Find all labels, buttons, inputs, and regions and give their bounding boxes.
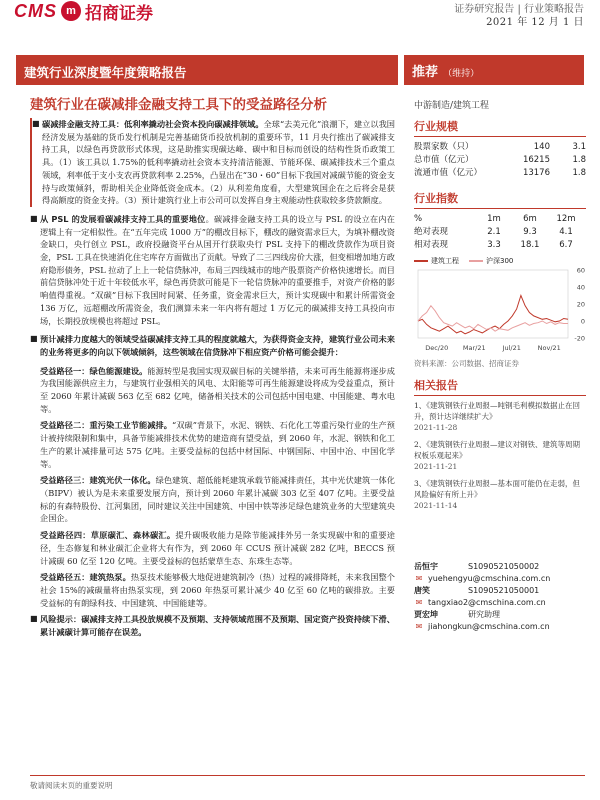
email-icon: ✉ [415,622,423,631]
related-report-item[interactable] [414,439,586,472]
benefit-path-label: 受益路径二：重污染工业节能减排。 [40,420,173,431]
scale-key: 总市值（亿元） [414,155,474,165]
scale-row [414,141,586,154]
industry-index-title: 行业指数 [414,190,586,209]
perf-header-cell: 6m [523,214,537,224]
bullet-icon: ■ [30,213,38,223]
related-report-title[interactable]: 3、《建筑钢铁行业周报—基本面可能仍在走弱，但风险偏好有所上升》 [414,479,581,499]
x-tick-label: Nov/21 [537,344,561,352]
bullet-icon: ■ [30,334,38,344]
analyst-email[interactable]: yuehengyu@cmschina.com.cn [428,574,551,583]
industry-scale-title: 行业规模 [414,118,586,137]
page-header [0,0,600,50]
analyst-name: 贾宏坤 [414,610,438,619]
benefit-path-1 [30,365,395,416]
analyst-list [414,561,586,633]
analyst-email[interactable]: jiahongkun@cmschina.com.cn [428,622,550,631]
paragraph-3-lead: 预计减排力度越大的领域受益碳减排支持工具的程度就越大，为获得资金支持，建筑行业公司未来的业务将更多的向以下领域倾斜，这些领域在信贷脉冲下相应资产价格可能会提升： [40,334,395,357]
benefit-path-3 [30,474,395,525]
related-report-date: 2021-11-14 [414,501,458,510]
rating-banner [404,55,584,85]
benefit-path-2 [30,419,395,470]
perf-cell: 绝对表现 [414,227,449,237]
related-report-item[interactable] [414,400,586,433]
analyst-email[interactable]: tangxiao2@cmschina.com.cn [428,598,546,607]
paragraph-2 [30,213,395,327]
paragraph-2-lead: 从 PSL 的发展看碳减排支持工具的重要地位 [40,213,206,224]
perf-header-cell: % [414,214,423,224]
scale-value: 16215 [522,155,550,165]
analyst-email-row [414,621,586,633]
chart-legend [414,256,586,266]
scale-row [414,154,586,167]
scale-key: 流通市值（亿元） [414,168,483,178]
analyst-email-row [414,573,586,585]
series-line-1 [418,296,568,334]
analyst-id: 研究助理 [468,610,500,619]
scale-share: 3.1 [572,142,586,152]
report-type: 证券研究报告 | 行业策略报告 [454,4,584,15]
report-body [30,118,395,645]
legend-swatch [414,260,428,262]
perf-cell: 2.1 [487,227,501,237]
benefit-path-5 [30,571,395,609]
benefit-path-text: 绿色建筑、超低能耗建筑承载节能减排责任，其中光伏建筑一体化（BIPV）被认为是未来重要发展方向，预计到 2060 年累计减碳 303 亿至 407 亿吨。主要受益标的有森特股份、江河集团，同时建议关注中国建筑、中国中铁等涉足绿色建筑业务的大型建筑央企国企。 [40,475,395,524]
perf-cell: 9.3 [523,227,537,237]
analyst-row [414,609,586,621]
report-banner: 建筑行业深度暨年度策略报告 [16,55,398,85]
report-date: 2021 年 12 月 1 日 [486,17,584,28]
perf-header-cell: 1m [487,214,501,224]
perf-cell: 3.3 [487,240,501,250]
risk-lead: 风险提示： [40,614,82,625]
legend-swatch [469,260,483,262]
risk-warning [30,613,395,638]
chart-source: 资料来源：公司数据、招商证券 [414,359,519,368]
scale-share: 1.8 [572,155,586,165]
perf-cell: 6.7 [559,240,573,250]
benefit-path-text: 热泵技术能够极大地促进建筑制冷（热）过程的减排降耗，未来我国整个社会 15%的减碳量将由热泵实现，到 2060 年热泵可累计减少 40 亿至 60 亿吨的碳排放。主要受益标的有朗绿科技、中国建筑、中国能建等。 [40,572,395,608]
logo-cms-text: CMS [14,0,57,21]
related-report-item[interactable] [414,478,586,511]
rating-note: （维持） [443,69,480,79]
benefit-path-label: 受益路径五：建筑热泵。 [40,572,131,583]
index-line-chart [414,266,586,352]
perf-cell: 18.1 [520,240,540,250]
risk-text: 碳减排支持工具投放规模不及预期、支持领域范围不及预期、国定资产投资持续下滑、累计减碳计算可能存在误差。 [40,614,395,638]
rating: 推荐 [412,65,439,80]
logo-badge-icon: m [61,1,81,21]
x-tick-label: Jul/21 [502,344,521,352]
y-tick-label: 0 [580,317,585,326]
analyst-name: 岳恒宇 [414,562,438,571]
x-tick-label: Dec/20 [425,344,449,352]
benefit-path-label: 受益路径一：绿色能源建设。 [40,365,148,376]
analyst-id: S1090521050001 [468,586,540,595]
performance-header [414,213,586,226]
email-icon: ✉ [415,574,423,583]
scale-share: 1.8 [572,168,586,178]
benefit-path-label: 受益路径三：建筑光伏一体化。 [40,475,156,486]
legend-label: 沪深300 [486,257,514,265]
perf-header-cell: 12m [556,214,576,224]
logo-cn-text: 招商证券 [85,3,153,24]
scale-value: 13176 [522,168,550,178]
page-title: 建筑行业在碳减排金融支持工具下的受益路径分析 [30,97,327,113]
x-tick-label: Mar/21 [462,344,486,352]
related-report-date: 2021-11-28 [414,423,458,432]
paragraph-2-text: 。碳减排金融支持工具的设立与 PSL 的设立在内在逻辑上有一定相似性。在“五年完成 1000 万”的棚改目标下，棚改的融资需求巨大，为填补棚改资金缺口，央行创立 PSL，政府投融资平台从国开行获取央行 PSL 支持下的棚改贷款作为项目资金，PSL 工具在快速消化住宅库存方面做出了贡献。导致了二三四线房价大涨，但变相增加地方政府隐形债务，PSL 拉动了上上一轮信贷脉冲，布局三四线城市的地产股票资产价格快速增长。而目前信贷脉冲处于近十年较低水平，绿色再贷款可能是下一轮信贷脉冲的重要推手，对资产价格的影响值得重视。“双碳”目标下我国时间紧、任务重，资金需求巨大，预计实现碳中和累计所需资金 136 万亿，远超棚改所需资金，我们测算未来一年内将有超过 1 万亿元的碳减排支持工具投向市场，长期投放规模也将超过 PSL。 [40,213,395,326]
related-reports [414,400,586,511]
paragraph-1-text: 全球“去美元化”浪潮下，建立以我国经济发展为基础的货币发行机制是完善基础货币投放机制的重要环节，11 月央行推出了碳减排支持工具，以绿色再贷款形式体现，这是助推实现碳达峰、碳中和目标而创设的结构性货币政策工具。（1）该工具以 1.75%的低利率撬动社会资本支持清洁能源、节能环保、碳减排技术三个重点领域，利率低于支小支农再贷款利率 2.25%，凸显出在“30・60”目标下我国对减碳节能的资金支持与政策倾斜，帮助相关企业降低资金成本。（2）从利差角度看，大型建筑国企在之后将会是获得高额度的资金支持。（3）预计建筑行业上市公司可以发挥自身主观能动性获取较多贷款额度。 [42,119,395,206]
performance-row [414,226,586,239]
paragraph-1 [30,118,395,207]
related-report-title[interactable]: 2、《建筑钢铁行业周报—建议对钢铁、建筑等周期权板乐观起来》 [414,440,581,460]
sidebar [414,118,586,633]
page-footer: 敬请阅读末页的重要说明 [30,775,585,791]
y-tick-label: 40 [576,283,585,292]
email-icon: ✉ [415,598,423,607]
analyst-row [414,585,586,597]
benefit-path-text: 提升碳吸收能力是除节能减排外另一条实现碳中和的重要途径，生态修复和林业碳汇企业将大有作为，到 2060 年 CCUS 预计减碳 282 亿吨，BECCS 预计减碳 60 亿至 120 亿吨。主要受益标的包括蒙草生态、东珠生态等。 [40,530,395,566]
legend-item [469,256,513,266]
related-reports-title: 相关报告 [414,377,586,396]
legend-label: 建筑工程 [431,257,459,265]
y-tick-label: 60 [576,266,585,275]
performance-row [414,239,586,252]
scale-value: 140 [533,142,550,152]
analyst-row [414,561,586,573]
perf-cell: 相对表现 [414,240,449,250]
industry-label: 中游制造/建筑工程 [414,101,490,111]
analyst-email-row [414,597,586,609]
chart-frame [418,270,568,338]
y-tick-label: 20 [576,300,585,309]
benefit-path-4 [30,529,395,567]
bullet-icon: ■ [30,614,38,624]
scale-row [414,167,586,180]
paragraph-3 [30,333,395,358]
benefit-path-text: 能源转型是我国实现双碳目标的关键举措，未来可再生能源将逐步成为我国能源供应主力，与建筑行业强相关的风电、太阳能等可再生能源建设将成为受益重点，预计至 2060 年累计减碳 563 亿至 682 亿吨，储备相关技术的公司包括中国电建、中国能建、粤水电等。 [40,365,395,414]
company-logo [14,0,153,22]
legend-item [414,256,459,266]
benefit-path-text: “双碳”背景下，水泥、钢铁、石化化工等重污染行业的生产预计被持续限制和集中，具备节能减排技术优势的建造商有望受益，到 2060 年，水泥、钢铁和化工生产的累计减排量可达 575 亿吨。主要受益标的包括中材国际、中钢国际、中国中冶、中国化学等。 [40,420,395,469]
perf-cell: 4.1 [559,227,573,237]
benefit-path-label: 受益路径四：草原碳汇、森林碳汇。 [40,530,176,541]
bullet-icon: ■ [32,119,40,128]
related-report-title[interactable]: 1、《建筑钢铁行业周报—吨钢毛利模拟数据止在回升，预计达详继续扩大》 [414,401,581,421]
paragraph-1-lead: 碳减排金融支持工具：低利率撬动社会资本投向碳减排领域。 [42,119,264,129]
analyst-id: S1090521050002 [468,562,540,571]
related-report-date: 2021-11-21 [414,462,458,471]
scale-key: 股票家数（只） [414,142,474,152]
analyst-name: 唐笑 [414,586,430,595]
y-tick-label: -20 [574,334,585,343]
